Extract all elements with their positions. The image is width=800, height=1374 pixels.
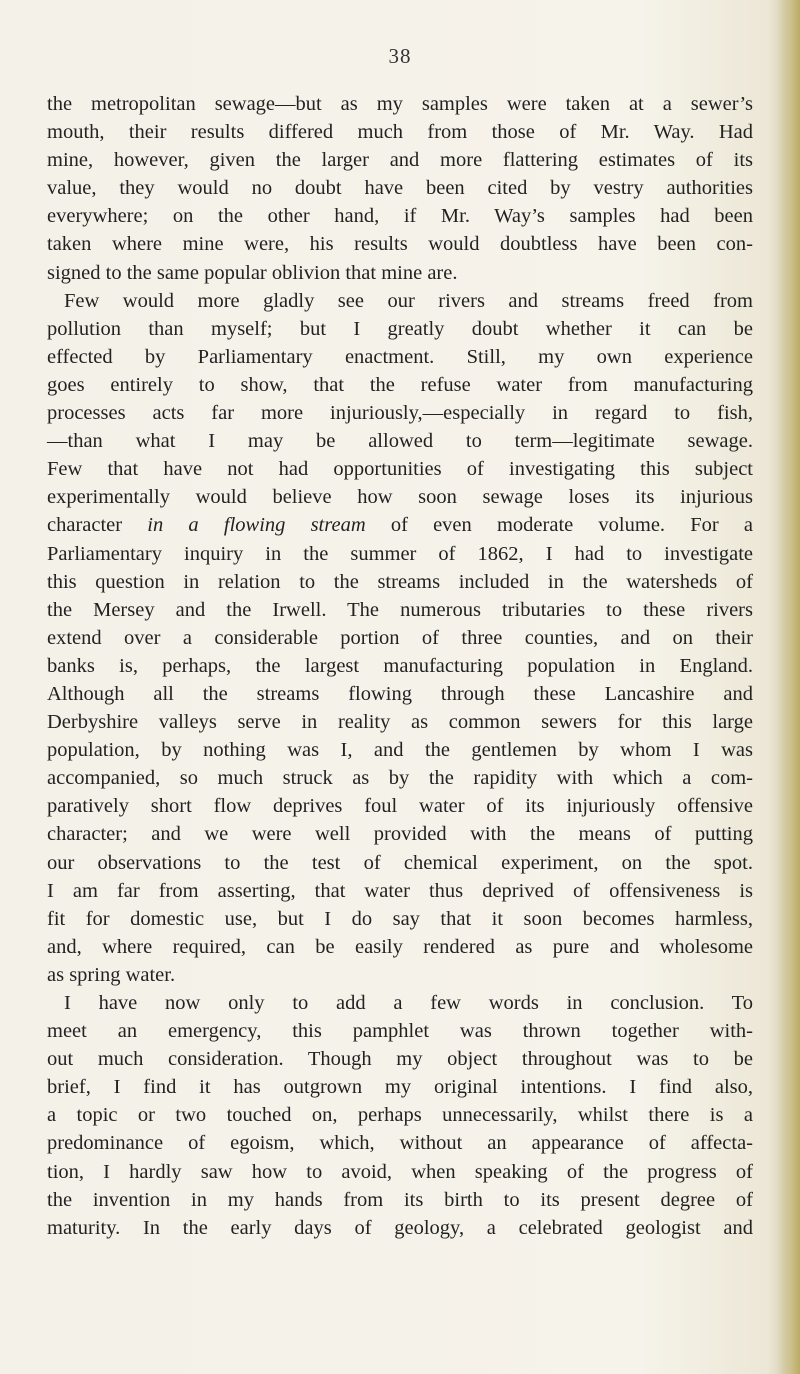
text-line: mine, however, given the larger and more flattering estimates of its bbox=[47, 149, 753, 172]
page-edge-shading bbox=[778, 0, 800, 1374]
text-line: Although all the streams flowing through these Lancashire and bbox=[47, 682, 753, 705]
text-line: a topic or two touched on, perhaps unnecessarily, whilst there is a bbox=[47, 1104, 753, 1127]
page-number: 38 bbox=[388, 44, 412, 68]
text-line: brief, I find it has outgrown my original intentions. I find also, bbox=[47, 1076, 753, 1099]
text-line: processes acts far more injuriously,—especially in regard to fish, bbox=[47, 402, 753, 425]
text-line: —than what I may be allowed to term—legitimate sewage. bbox=[47, 430, 753, 453]
italic-phrase: in a flowing stream bbox=[147, 514, 366, 537]
text-line: the Mersey and the Irwell. The numerous tributaries to these rivers bbox=[47, 598, 753, 621]
text-line: the metropolitan sewage—but as my samples were taken at a sewer’s bbox=[47, 93, 753, 115]
text-line: everywhere; on the other hand, if Mr. Way’s samples had been bbox=[47, 205, 753, 228]
text-line: fit for domestic use, but I do say that it soon becomes harmless, bbox=[47, 907, 753, 930]
text-line: goes entirely to show, that the refuse water from manufacturing bbox=[47, 373, 753, 396]
text-line: the invention in my hands from its birth to its present degree of bbox=[47, 1188, 753, 1211]
text-line: I have now only to add a few words in conclusion. To bbox=[64, 992, 753, 1014]
text-line: our observations to the test of chemical experiment, on the spot. bbox=[47, 851, 753, 874]
text-line: Few would more gladly see our rivers and streams freed from bbox=[64, 289, 753, 312]
text-line: taken where mine were, his results would doubtless have been con- bbox=[47, 233, 753, 256]
text-line: this question in relation to the streams included in the watersheds of bbox=[47, 570, 753, 593]
text-line: paratively short flow deprives foul water of its injuriously offensive bbox=[47, 795, 753, 818]
text-line: population, by nothing was I, and the gentlemen by whom I was bbox=[47, 739, 753, 762]
text-line: tion, I hardly saw how to avoid, when speaking of the progress of bbox=[47, 1160, 753, 1183]
body-text bbox=[47, 90, 753, 1242]
text-line: character; and we were well provided with the means of putting bbox=[47, 823, 753, 846]
text-line: and, where required, can be easily rendered as pure and wholesome bbox=[47, 935, 753, 958]
text-line: banks is, perhaps, the largest manufacturing population in England. bbox=[47, 654, 753, 677]
text-line: predominance of egoism, which, without an appearance of affecta- bbox=[47, 1132, 753, 1155]
text-line: out much consideration. Though my object throughout was to be bbox=[47, 1048, 753, 1071]
text-line: accompanied, so much struck as by the rapidity with which a com- bbox=[47, 767, 753, 790]
text-line: extend over a considerable portion of three counties, and on their bbox=[47, 626, 753, 649]
text-line: Few that have not had opportunities of investigating this subject bbox=[47, 458, 753, 481]
text-line: signed to the same popular oblivion that mine are. bbox=[47, 261, 458, 284]
text-line: effected by Parliamentary enactment. Still, my own experience bbox=[47, 345, 753, 368]
text-line: mouth, their results differed much from those of Mr. Way. Had bbox=[47, 121, 753, 144]
text-line: I am far from asserting, that water thus deprived of offensiveness is bbox=[47, 879, 753, 902]
text-line: as spring water. bbox=[47, 963, 176, 986]
text-line: character in a flowing stream of even moderate volume. For a bbox=[47, 514, 754, 537]
text-line: meet an emergency, this pamphlet was thrown together with- bbox=[47, 1020, 753, 1043]
text-line: value, they would no doubt have been cited by vestry authorities bbox=[47, 177, 753, 200]
text-line: experimentally would believe how soon sewage loses its injurious bbox=[47, 486, 753, 509]
text-line: maturity. In the early days of geology, a celebrated geologist and bbox=[47, 1216, 753, 1239]
text-line: Parliamentary inquiry in the summer of 1862, I had to investigate bbox=[47, 542, 753, 565]
text-line: pollution than myself; but I greatly doubt whether it can be bbox=[47, 317, 753, 340]
text-line: Derbyshire valleys serve in reality as common sewers for this large bbox=[47, 711, 753, 734]
